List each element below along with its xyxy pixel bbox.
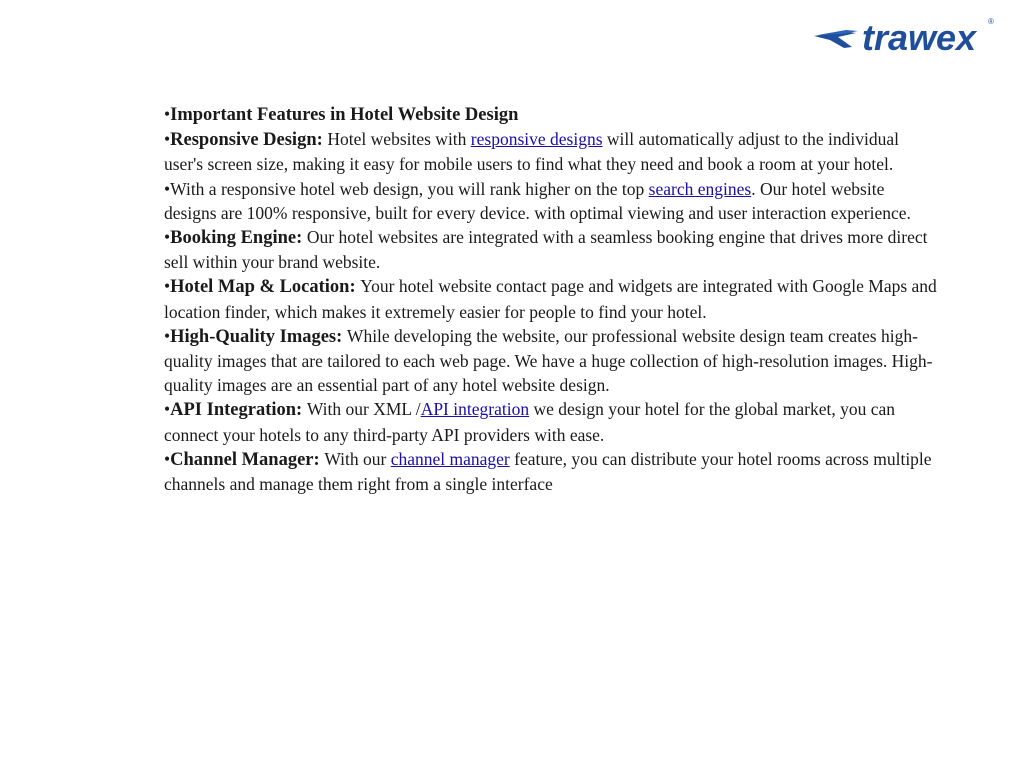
list-item	[164, 324, 939, 398]
item-text: Hotel websites with	[327, 129, 471, 150]
bullet: •	[164, 129, 171, 150]
item-heading: High-Quality Images:	[170, 326, 347, 347]
item-text: we design your hotel for the global market, you can connect your hotels to any third-party API providers with ease.	[164, 399, 896, 445]
bullet: •	[164, 178, 171, 199]
item-text: . Our hotel website designs are 100% responsive, built for every device. with optimal viewing and user interaction experience.	[164, 178, 911, 223]
bullet: •	[164, 399, 171, 420]
bullet: •	[164, 104, 171, 124]
api-integration-link[interactable]: API integration	[420, 399, 530, 420]
list-item	[164, 127, 939, 176]
list-item	[164, 225, 939, 274]
trawex-logo	[812, 14, 1008, 58]
item-text: With a responsive hotel web design, you will rank higher on the top	[170, 178, 649, 199]
bullet: •	[164, 276, 171, 297]
list-item	[164, 177, 939, 225]
item-text: While developing the website, our professional website design team creates high-quality images that are tailored to each web page. We have a huge collection of high-resolution images. High-quality images are an essential part of any hotel website design.	[164, 325, 933, 396]
item-text: With our	[324, 448, 391, 469]
item-heading: Hotel Map & Location:	[170, 277, 361, 298]
list-item	[164, 397, 939, 446]
item-heading: Responsive Design:	[170, 130, 328, 151]
logo-wordmark: trawex	[862, 17, 977, 58]
bullet: •	[164, 448, 171, 469]
item-heading: Channel Manager:	[170, 449, 325, 470]
search-engines-link[interactable]: search engines	[648, 178, 752, 199]
list-item	[164, 274, 939, 323]
section-title: Important Features in Hotel Website Design	[170, 105, 519, 125]
bullet: •	[164, 227, 171, 248]
registered-mark: ®	[988, 17, 994, 26]
responsive-designs-link[interactable]: responsive designs	[470, 129, 603, 150]
item-text: feature, you can distribute your hotel rooms across multiple channels and manage them right from a single interface	[164, 448, 932, 495]
item-text: will automatically adjust to the individual user's screen size, making it easy for mobile users to find what they need and book a room at your hotel.	[164, 129, 900, 175]
feature-list	[164, 102, 939, 496]
bullet: •	[164, 325, 171, 346]
item-text: With our XML /	[306, 399, 421, 420]
item-heading: Booking Engine:	[170, 228, 307, 249]
item-heading: API Integration:	[170, 400, 307, 421]
item-text: Your hotel website contact page and widgets are integrated with Google Maps and location finder, which makes it extremely easier for people to find your hotel.	[164, 276, 937, 322]
list-item	[164, 102, 939, 127]
channel-manager-link[interactable]: channel manager	[390, 448, 510, 469]
list-item	[164, 447, 939, 496]
item-text: Our hotel websites are integrated with a seamless booking engine that drives more direct sell within your brand website.	[164, 227, 928, 273]
